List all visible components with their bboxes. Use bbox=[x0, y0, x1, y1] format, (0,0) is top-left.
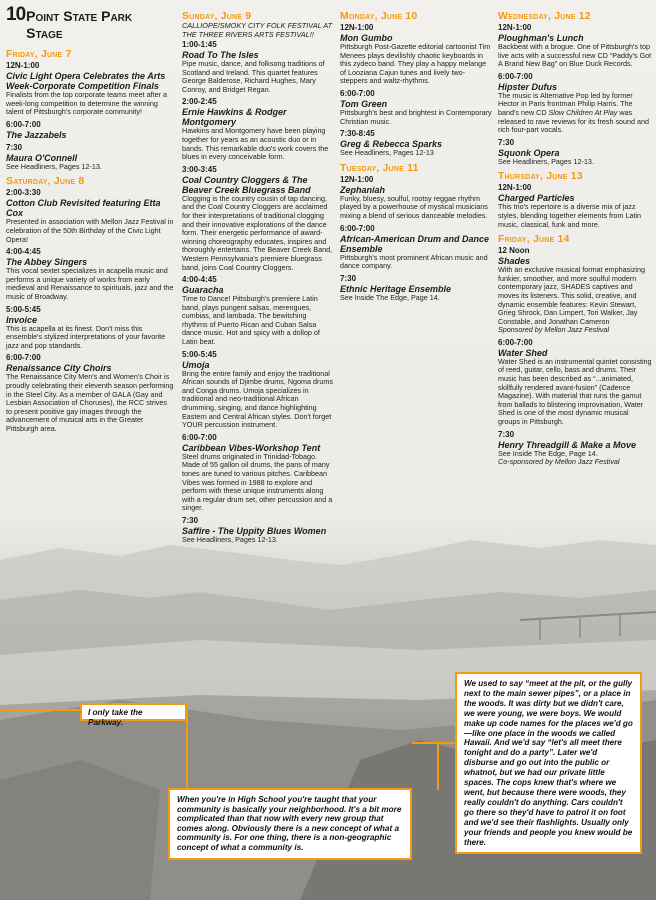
event-time: 6:00-7:00 bbox=[6, 353, 41, 363]
stage-title: Point State Park Stage bbox=[26, 8, 133, 41]
event bbox=[498, 72, 652, 135]
event-act: Renaissance City Choirs bbox=[6, 363, 112, 374]
event-time: 7:30 bbox=[498, 429, 515, 439]
event-description: This is acapella at its finest. Don't miss this ensemble's stylized interpretations of your favorite jazz and pop standards. bbox=[6, 323, 166, 350]
festival-subtitle: CALLIOPE/SMOKY CITY FOLK FESTIVAL AT THE THREE RIVERS ARTS FESTIVAL!! bbox=[182, 21, 333, 39]
callout-line-parkway-vertical bbox=[186, 710, 188, 790]
event-description: See Headliners, Pages 12-13. bbox=[182, 534, 278, 544]
event-description: The Renaissance City Men's and Women's Choir is proudly celebrating their eleventh season performing in the Steel City. As a member of GALA (Gay and Lesbian Association of Choruses), the RCC strives to present positive gay images through the advancement of musical arts in the Greater Pittsburgh area. bbox=[6, 372, 174, 433]
cd-title: Slow Children At Play bbox=[548, 107, 618, 117]
event bbox=[182, 350, 334, 430]
event bbox=[6, 188, 174, 244]
event-act: Henry Threadgill & Make a Move bbox=[498, 439, 637, 450]
event bbox=[6, 61, 174, 117]
event-description: Funky, bluesy, soulful, rootsy reggae rhythm played by a powerhouse of mystical musicians mixing a blend of serious danceable melodies. bbox=[340, 193, 488, 220]
event-act: Guaracha bbox=[182, 285, 224, 296]
event-time: 6:00-7:00 bbox=[6, 119, 41, 129]
event-act: Shades bbox=[498, 256, 531, 267]
event-time: 2:00-3:30 bbox=[6, 188, 41, 198]
event bbox=[182, 165, 334, 272]
event bbox=[498, 183, 652, 229]
event-time: 6:00-7:00 bbox=[498, 71, 533, 81]
event-act: Umoja bbox=[182, 359, 210, 370]
event-time: 7:30 bbox=[340, 273, 357, 283]
event-description: Pittsburgh's most prominent African music and dance company. bbox=[340, 252, 488, 271]
callout-line-woods bbox=[412, 742, 457, 744]
event-description: Pittsburgh's best and brightest in Contemporary Christian music. bbox=[340, 107, 492, 126]
event-description: See Inside The Edge, Page 14. bbox=[498, 448, 598, 458]
quote-callout-parkway: I only take the Parkway. bbox=[80, 703, 187, 721]
event bbox=[498, 246, 652, 335]
event-act: Ernie Hawkins & Rodger Montgomery bbox=[182, 107, 287, 128]
event-time: 5:00-5:45 bbox=[182, 349, 217, 359]
event-act: Invoice bbox=[6, 314, 38, 325]
event bbox=[6, 247, 174, 301]
event-act: The Jazzabels bbox=[6, 129, 67, 140]
page-header bbox=[6, 6, 174, 42]
event-act: Tom Green bbox=[340, 98, 388, 109]
day-heading: Thursday, June 13 bbox=[498, 170, 583, 183]
event-description: Pittsburgh Post-Gazette editorial cartoonist Tim Menees plays devilishly chaotic keyboards in this zydeco band. They play a happy melange of Looziana Cajun tunes and lively two-steppers and waltz-rhythms. bbox=[340, 42, 491, 86]
column-point-state-park-1 bbox=[6, 6, 174, 433]
event-description: Pipe music, dance, and folksong traditions of Scotland and Ireland. This quartet features George Balderose, Richard Hughes, Mary Conroy, and Bridget Regan. bbox=[182, 59, 325, 94]
event-description: Steel drums originated in Trinidad-Tobago. Made of 55 gallon oil drums, the pans of many tones are tuned to various pitches. Caribbean Vibes was formed in 1988 to explore and perform with these unique instruments along with a regular drum set, other percussion and a singer. bbox=[182, 451, 333, 513]
event-act: Squonk Opera bbox=[498, 147, 560, 158]
event-description: Hawkins and Montgomery have been playing together for years as an acoustic duo or in bands. This remarkable duo's work covers the blues in every conceivable form. bbox=[182, 126, 329, 162]
event bbox=[340, 129, 492, 158]
event-time: 12N-1:00 bbox=[498, 23, 532, 32]
event-time: 6:00-7:00 bbox=[340, 88, 375, 98]
event-act: Coal Country Cloggers & The Beaver Creek Bluegrass Band bbox=[182, 174, 311, 195]
event-act: Water Shed bbox=[498, 347, 548, 358]
day-heading: Friday, June 7 bbox=[6, 48, 72, 60]
day-heading: Sunday, June 9 bbox=[182, 10, 252, 22]
event bbox=[6, 120, 174, 140]
day-heading: Saturday, June 8 bbox=[6, 175, 85, 188]
event-description: Bring the entire family and enjoy the traditional African sounds of Djimbe drums, Ngoma drums and Conga drums. Umoja specializes in traditional and neo-traditional African drumming, singing, and dance highlighting Eastern and Central African styles. Don't forget YOUR percussion instrument. bbox=[182, 368, 333, 430]
event bbox=[498, 338, 652, 427]
event bbox=[498, 138, 652, 167]
event bbox=[340, 224, 492, 271]
event-description: The music is Alternative Pop led by former Hector in Paris frontman Philip Harris. The band's new CD Slow Children At Play was released to rave reviews for its fresh sound and rich four-part vocals. bbox=[498, 90, 650, 135]
event bbox=[340, 23, 492, 86]
event-time: 6:00-7:00 bbox=[340, 223, 375, 233]
event-act: Caribbean Vibes-Workshop Tent bbox=[182, 442, 321, 453]
event-time: 12N-1:00 bbox=[6, 61, 40, 70]
event bbox=[182, 516, 334, 545]
event bbox=[182, 40, 334, 94]
event-time: 7:30 bbox=[182, 515, 199, 525]
event-description: Water Shed is an instrumental quintet consisting of reed, guitar, cello, bass and drums. Their music has been described as “...animated, skillfully rendered avant-fusion” (Cadence Magazine). With material that runs the gamut from ballads to blistering improvisation, Water Shed is one of the most dynamic musical groups in Pittsburgh. bbox=[498, 356, 652, 427]
event-time: 12 Noon bbox=[498, 246, 530, 256]
event-act: Maura O'Connell bbox=[6, 152, 78, 163]
event bbox=[182, 97, 334, 161]
event bbox=[182, 275, 334, 347]
event-description: See Headliners, Pages 12-13. bbox=[6, 161, 102, 171]
column-sunday bbox=[182, 10, 334, 545]
day-heading: Wednesday, June 12 bbox=[498, 10, 591, 22]
event-time: 5:00-5:45 bbox=[6, 304, 41, 314]
event-description: Finalists from the top corporate teams meet after a week-long competition to determine the winning talent of Pittsburgh's corporate community! bbox=[6, 90, 167, 117]
quote-callout-woods: We used to say “meet at the pit, or the gully next to the main sewer pipes”, or a place in the woods. It was dirty but we didn't care, we were young, we were boys. We would make up code names for the places we'd go—like one place in the woods we called Hawaii. And we'd say “let's all meet there tonight and do a party”. Later we'd disburse and go out into the public or whatnot, but we had our private little spaces. The cops knew that's where we went, but because there were woods, they really couldn't do anything. Cars couldn't go there so they'd have to patrol it on foot and we'd see their flashlights. Usually only your friends and people you knew would be there. bbox=[455, 672, 642, 854]
callout-line-parkway bbox=[0, 709, 82, 711]
event-time: 4:00-4:45 bbox=[6, 247, 41, 257]
callout-line-woods-vertical bbox=[437, 742, 439, 790]
event bbox=[498, 430, 652, 467]
event bbox=[182, 433, 334, 513]
event-sponsor: Co-sponsored by Mellon Jazz Festival bbox=[498, 457, 620, 467]
event bbox=[498, 23, 652, 69]
event-act: Zephaniah bbox=[340, 184, 386, 195]
event-time: 12N-1:00 bbox=[340, 174, 374, 184]
column-wednesday-friday bbox=[498, 10, 652, 467]
event-act: Ethnic Heritage Ensemble bbox=[340, 283, 452, 294]
event-act: Ploughman's Lunch bbox=[498, 33, 584, 43]
day-heading: Tuesday, June 11 bbox=[340, 161, 419, 174]
event bbox=[340, 274, 492, 303]
event-description: This trio's repertoire is a diverse mix of jazz styles, blending together elements from Latin music, classical, funk and more. bbox=[498, 202, 642, 229]
event-time: 1:00-1:45 bbox=[182, 40, 217, 49]
event-sponsor: Sponsored by Mellon Jazz Festival bbox=[498, 325, 610, 335]
event-description: With an exclusive musical format emphasizing funkier, smoother, and more soulful modern contemporary jazz, SHADES captives and moves its listeners. This solid, creative, and dynamic ensemble features: Kevin Stewart, Grieg Shrock, Dan Limpert, Tori Walker, Jay Constable, and Jonathan Cameron bbox=[498, 265, 645, 326]
event-act: Road To The Isles bbox=[182, 50, 259, 60]
event-description: Time to Dance! Pittsburgh's premiere Latin band, plays pungent salsas, merengues, cumbias, and lambada. The bewitching rhythms of Puerto Rican and Cuban Salsa dance music. Hot and spicy with a dollop of Latin beat. bbox=[182, 294, 320, 347]
event-time: 12N-1:00 bbox=[498, 183, 532, 193]
event-time: 3:00-3:45 bbox=[182, 164, 217, 174]
event bbox=[6, 143, 174, 172]
event bbox=[340, 175, 492, 221]
day-heading: Friday, June 14 bbox=[498, 233, 570, 246]
event-act: Civic Light Opera Celebrates the Arts Week-Corporate Competition Finals bbox=[6, 71, 166, 91]
event-description: See Inside The Edge, Page 14. bbox=[340, 292, 440, 302]
event bbox=[6, 353, 174, 433]
event-act: Hipster Dufus bbox=[498, 81, 558, 92]
event-time: 2:00-2:45 bbox=[182, 97, 217, 107]
event-act: Greg & Rebecca Sparks bbox=[340, 139, 443, 150]
event-act: African-American Drum and Dance Ensemble bbox=[340, 233, 490, 254]
event-time: 6:00-7:00 bbox=[182, 432, 217, 442]
event-act: Mon Gumbo bbox=[340, 33, 393, 43]
event bbox=[6, 305, 174, 351]
event-description: This vocal sextet specializes in acapella music and performs a unique variety of works from early medieval and Renaissance to spirituals, jazz and the music of Broadway. bbox=[6, 266, 174, 301]
event-time: 4:00-4:45 bbox=[182, 275, 217, 285]
day-heading: Monday, June 10 bbox=[340, 10, 418, 22]
event-act: Cotton Club Revisited featuring Etta Cox bbox=[6, 198, 161, 219]
quote-callout-community: When you're in High School you're taught that your community is basically your neighborhood. It's a bit more complicated than that now with every new group that comes along. Obviously there is a new concept of what a community is. For one thing, there is a non-geographic concept of what a community is. bbox=[168, 788, 412, 860]
event-description: Presented in association with Mellon Jazz Festival in celebration of the 50th Birthday of the Civic Light Opera! bbox=[6, 217, 174, 244]
event-act: Saffire - The Uppity Blues Women bbox=[182, 525, 327, 536]
column-monday-tuesday bbox=[340, 10, 492, 302]
event bbox=[340, 89, 492, 126]
event-time: 7:30 bbox=[6, 142, 23, 152]
page-number: 10 bbox=[6, 4, 26, 25]
event-description: Backbeat with a brogue. One of Pittsburgh's top live acts with a successful new CD “Paddy's Got A Brand New Bag” on Blue Duck Records. bbox=[498, 42, 652, 69]
event-time: 7:30-8:45 bbox=[340, 129, 375, 139]
event-act: Charged Particles bbox=[498, 193, 575, 204]
event-description: See Headliners, Pages 12-13 bbox=[340, 148, 434, 158]
event-time: 6:00-7:00 bbox=[498, 337, 533, 347]
event-time: 7:30 bbox=[498, 137, 515, 147]
event-time: 12N-1:00 bbox=[340, 23, 374, 32]
event-description: Clogging is the country cousin of tap dancing, and the Coal Country Cloggers are acclaimed for their interpretations of traditional clogging and their innovative explorations of the dance form. Their energetic performance of award-winning choreography educates, inspires and thoroughly entertains. The Beaver Creek Band, Western Pennsylvania's premiere bluegrass band, joins Coal Country Cloggers. bbox=[182, 193, 333, 272]
event-description: See Headliners, Pages 12-13. bbox=[498, 156, 594, 166]
event-act: The Abbey Singers bbox=[6, 257, 88, 268]
